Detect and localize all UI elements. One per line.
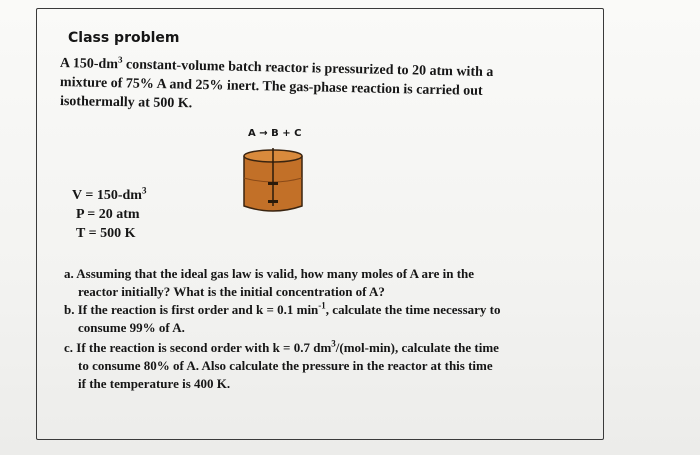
question-a-line-1: a. Assuming that the ideal gas law is valid, how many moles of A are in the (64, 266, 475, 281)
question-c-line-3: if the temperature is 400 K. (78, 376, 231, 391)
intro-line-3: isothermally at 500 K. (59, 94, 193, 112)
conditions-block (72, 186, 146, 243)
intro-line-1-sup: 3 (117, 54, 123, 65)
question-c-sup: 3 (331, 338, 336, 349)
intro-line-1-post: constant-volume batch reactor is pressurized to 20 atm with a (122, 57, 494, 81)
question-b-sup: -1 (318, 300, 326, 311)
question-b-line-2: consume 99% of A. (78, 320, 185, 335)
question-c-line-2: to consume 80% of A. Also calculate the pressure in the reactor at this time (78, 358, 493, 373)
reactor-vessel-illustration (240, 144, 306, 216)
problem-title: Class problem (68, 30, 180, 46)
question-a-line-2: reactor initially? What is the initial concentration of A? (78, 284, 385, 299)
intro-line-1-pre: A 150-dm (59, 56, 119, 73)
question-b-line-1 (64, 302, 501, 318)
question-b-post: , calculate the time necessary to (325, 302, 501, 317)
condition-volume-text: V = 150-dm (72, 188, 142, 203)
reaction-reactant: A (248, 128, 256, 139)
question-c-pre: c. If the reaction is second order with k = 0.7 dm (64, 340, 332, 355)
question-c-line-1 (64, 340, 499, 356)
condition-volume (72, 186, 146, 205)
reaction-arrow: → (259, 128, 268, 139)
condition-pressure: P = 20 atm (76, 207, 140, 222)
condition-temperature: T = 500 K (76, 226, 136, 241)
intro-line-2: mixture of 75% A and 25% inert. The gas-phase reaction is carried out (59, 75, 483, 99)
reaction-equation (248, 128, 301, 139)
question-b-pre: b. If the reaction is first order and k = 0.1 min (64, 302, 319, 317)
condition-volume-sup: 3 (141, 185, 147, 196)
reaction-products: B + C (271, 128, 302, 139)
question-c-post: /(mol-min), calculate the time (335, 340, 499, 355)
